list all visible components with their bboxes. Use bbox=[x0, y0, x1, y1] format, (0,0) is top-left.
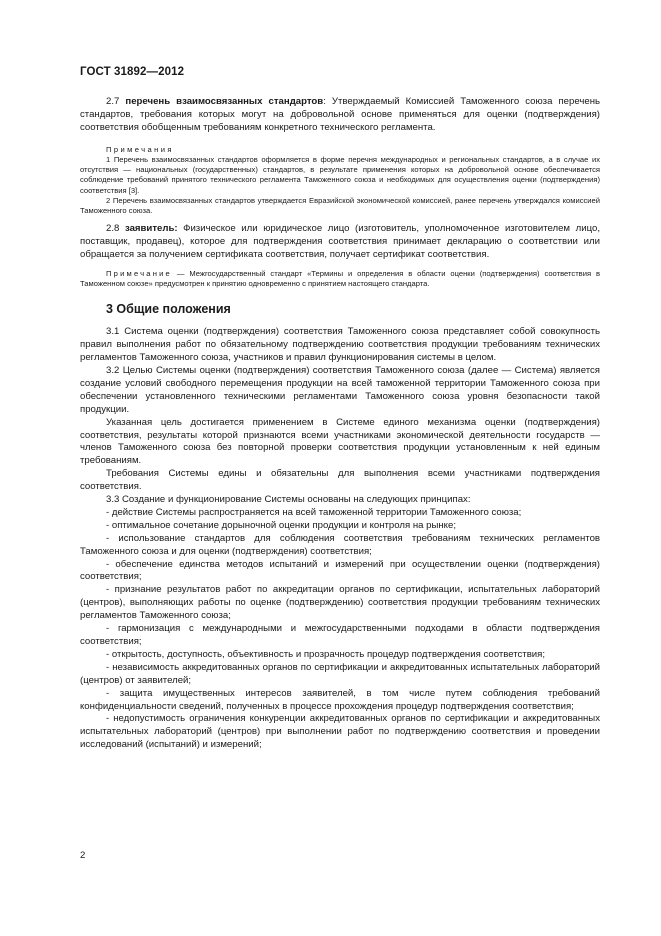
clause-3-2: 3.2 Целью Системы оценки (подтверждения) соответствия Таможенного союза (далее — Система) является создание условий свободного перемещения продукции на всей таможенной территории Таможенного союза при обеспечении установленного техническими регламентами Таможенного союза уровня безопасности такой продукции. bbox=[80, 364, 600, 415]
list-item: - использование стандартов для соблюдения соответствия требованиям технических регламентов Таможенного союза и для оценки (подтверждения) соответствия; bbox=[80, 532, 600, 557]
page-number: 2 bbox=[80, 850, 86, 861]
note-item: 1 Перечень взаимосвязанных стандартов оформляется в форме перечня международных и региональных стандартов, а в случае их отсутствия — национальных (государственных) стандартов, в результате применения которых на добровольной основе обеспечивается соблюдение требований принятого технического регламента Таможенного союза и необходимых для осуществления оценки (подтверждения) соответствия [3]. bbox=[80, 154, 600, 195]
paragraph: Указанная цель достигается применением в Системе единого механизма оценки (подтверждения) соответствия, результаты которой признаются всеми участниками экономической деятельности государств — членов Таможенного союза без повторной проверки соответствия продукции установленным к ней единым требованиям. bbox=[80, 416, 600, 467]
term-bold: заявитель: bbox=[124, 223, 178, 235]
notes-title: Примечания bbox=[106, 144, 174, 154]
clause-number: 2.7 bbox=[106, 96, 120, 107]
clause-3-1: 3.1 Система оценки (подтверждения) соответствия Таможенного союза представляет собой совокупность правил выполнения работ по обязательному подтверждению соответствия продукции требованиям технических регламентов Таможенного союза, участников и правил функционирования системы в целом. bbox=[80, 326, 600, 364]
list-item: - защита имущественных интересов заявителей, в том числе путем соблюдения требований конфиденциальности сведений, полученных в процессе прохождения процедур подтверждения соответствия; bbox=[80, 687, 600, 712]
clause-number: 2.8 bbox=[106, 223, 120, 235]
note-text: — Межгосударственный стандарт «Термины и определения в области оценки (подтверждения) соответствия в Таможенном союзе» предусмотрен к принятию одновременно с принятием настоящего стандарта. bbox=[80, 268, 600, 289]
clause-2-7 bbox=[80, 96, 600, 135]
clause-text: : Утверждаемый Комиссией Таможенного союза перечень стандартов, требования которых могут на добровольной основе применяться для оценки (подтверждения) соответствия обобщенным требованиям конкретного технического регламента. bbox=[80, 96, 600, 133]
principles-list bbox=[80, 507, 600, 752]
list-item: - открытость, доступность, объективность и прозрачность процедур подтверждения соответствия; bbox=[106, 648, 546, 660]
list-item: - гармонизация с международными и межгосударственными подходами в области подтверждения соответствия; bbox=[80, 623, 600, 648]
note-2-8 bbox=[80, 269, 600, 289]
list-item: - обеспечение единства методов испытаний и измерений при осуществлении оценки (подтверждения) соответствия; bbox=[80, 558, 600, 583]
clause-2-8 bbox=[80, 223, 600, 262]
clause-3-3: 3.3 Создание и функционирование Системы основаны на следующих принципах: bbox=[106, 494, 471, 506]
note-item: 2 Перечень взаимосвязанных стандартов утверждается Евразийской экономической комиссией, ранее перечень утверждался комиссией Таможенного союза. bbox=[80, 195, 600, 215]
section-heading: 3 Общие положения bbox=[106, 302, 231, 317]
list-item: - независимость аккредитованных органов по сертификации и аккредитованных испытательных лабораторий (центров) от заявителей; bbox=[80, 661, 600, 686]
paragraph: Требования Системы едины и обязательны для выполнения всеми участниками подтверждения соответствия. bbox=[80, 468, 600, 493]
page-content bbox=[80, 96, 600, 752]
note-label: Примечание bbox=[106, 268, 172, 278]
term-bold: перечень взаимосвязанных стандартов bbox=[125, 96, 324, 107]
list-item: - признание результатов работ по аккредитации органов по сертификации, испытательных лабораторий (центров), выполняющих работы по оценке (подтверждению) соответствия продукции требованиям технических регламентов Таможенного союза; bbox=[80, 584, 600, 622]
list-item: - недопустимость ограничения конкуренции аккредитованных органов по сертификации и аккредитованных испытательных лабораторий (центров) при выполнении работ по подтверждению соответствия и проведении исследований (испытаний) и измерений; bbox=[80, 713, 600, 751]
document-code-header: ГОСТ 31892—2012 bbox=[80, 66, 185, 78]
clause-text: Физическое или юридическое лицо (изготовитель, уполномоченное изготовителем лицо, поставщик, продавец), которое для подтверждения соответствия принимает декларацию о соответствии или обращается за получением сертификата соответствия, получает сертификат соответствия. bbox=[80, 223, 600, 260]
list-item: - действие Системы распространяется на всей таможенной территории Таможенного союза; bbox=[106, 506, 522, 518]
list-item: - оптимальное сочетание дорыночной оценки продукции и контроля на рынке; bbox=[106, 519, 456, 531]
